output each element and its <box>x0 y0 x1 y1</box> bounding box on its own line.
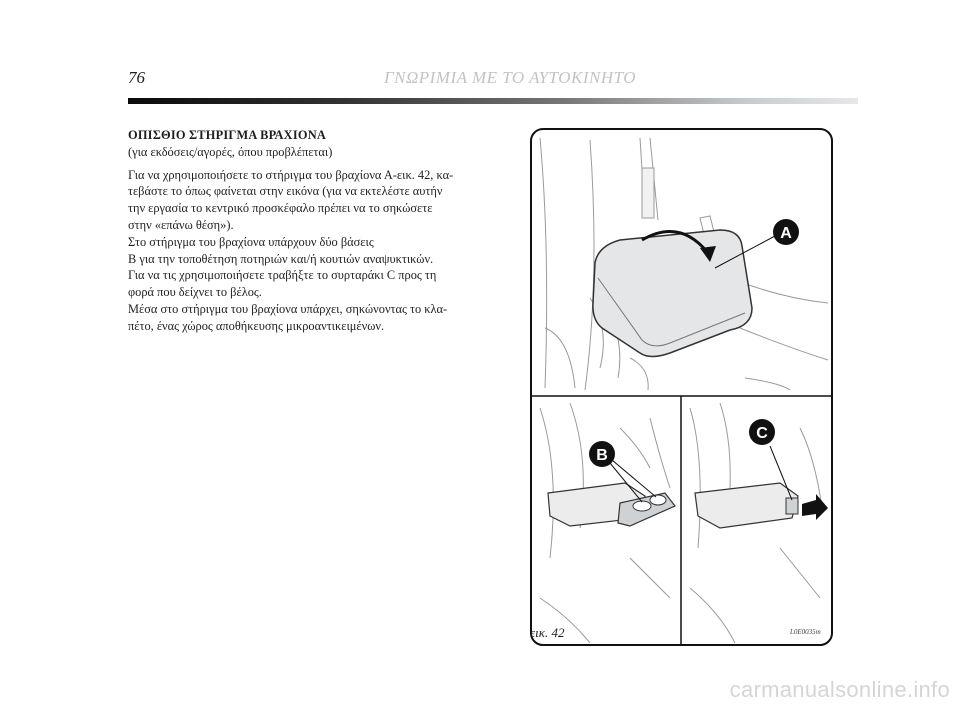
page-number: 76 <box>128 68 145 87</box>
figure-caption: εικ. 42 <box>530 625 565 640</box>
header-rule <box>128 98 858 104</box>
body-line: Μέσα στο στήριγμα του βραχίονα υπάρχει, σηκώνοντας το κλα- <box>128 301 448 316</box>
figure-armrest <box>530 128 833 646</box>
body-line: πέτο, ένας χώρος αποθήκευσης μικροαντικειμένων. <box>128 318 385 333</box>
section-subtitle: (για εκδόσεις/αγορές, όπου προβλέπεται) <box>128 144 333 159</box>
callout-b <box>589 441 615 467</box>
watermark: carmanualsonline.info <box>729 677 950 702</box>
page-header-title: ΓΝΩΡΙΜΙΑ ΜΕ ΤΟ ΑΥΤΟΚΙΝΗΤΟ <box>383 68 637 87</box>
body-line: Στο στήριγμα του βραχίονα υπάρχουν δύο βάσεις <box>128 234 374 249</box>
figure-code: L0E0035m <box>790 628 821 636</box>
body-line: φορά που δείχνει το βέλος. <box>128 285 262 300</box>
body-line: Για να χρησιμοποιήσετε το στήριγμα του βραχίονα Α-εικ. 42, κα- <box>128 167 454 182</box>
section-title: ΟΠΙΣΘΙΟ ΣΤΗΡΙΓΜΑ ΒΡΑΧΙΟΝΑ <box>128 128 326 142</box>
body-line: την εργασία το κεντρικό προσκέφαλο πρέπει να το σηκώσετε <box>128 201 433 216</box>
body-line: στην «επάνω θέση»). <box>128 217 234 232</box>
text-column <box>128 127 488 335</box>
label-b: B <box>596 447 608 464</box>
body-line: Για να τις χρησιμοποιήσετε τραβήξτε το συρταράκι C προς τη <box>128 268 437 283</box>
callout-a <box>773 219 799 245</box>
label-a: A <box>780 225 792 242</box>
callout-c <box>749 419 775 445</box>
body-line: τεβάστε το όπως φαίνεται στην εικόνα (για να εκτελέστε αυτήν <box>128 184 443 199</box>
label-c: C <box>756 425 768 442</box>
body-line: Β για την τοποθέτηση ποτηριών και/ή κουτιών αναψυκτικών. <box>128 251 434 266</box>
